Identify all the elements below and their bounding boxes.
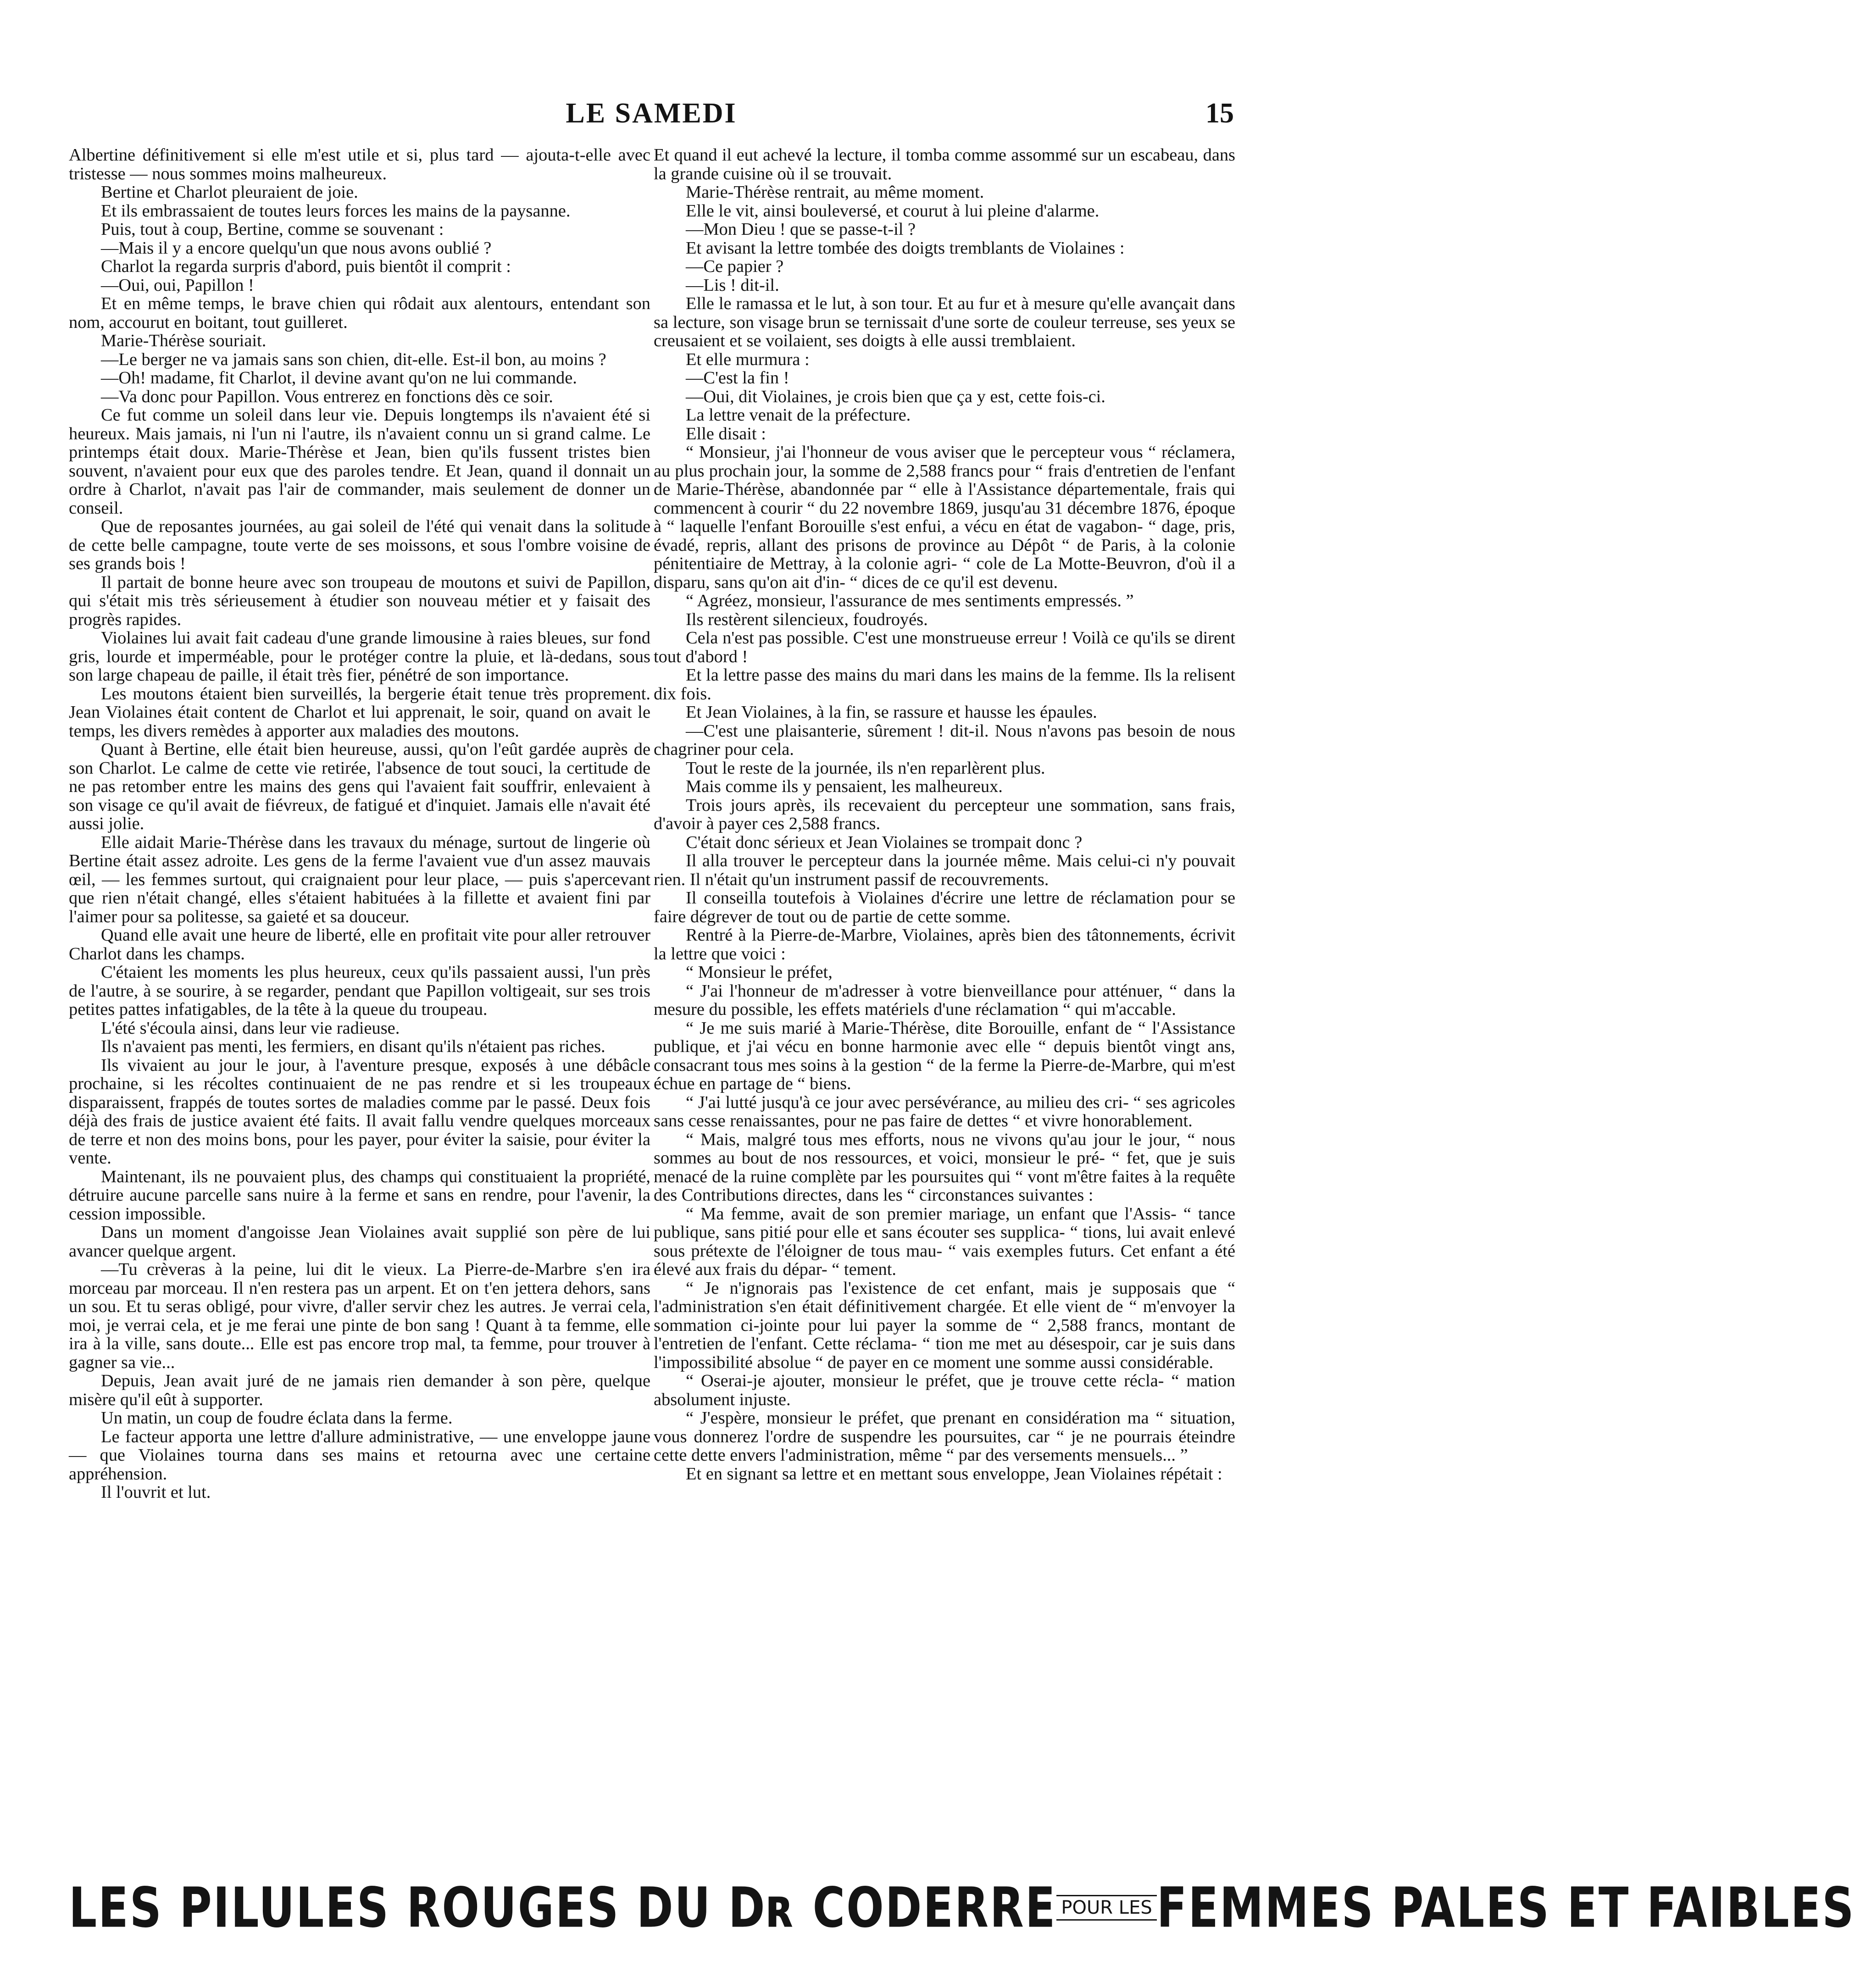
paragraph: —Le berger ne va jamais sans son chien, dit-elle. Est-il bon, au moins ? bbox=[101, 349, 606, 369]
paragraph: Elle le ramassa et le lut, à son tour. Et au fur et à mesure qu'elle avançait dans sa lecture, son visage brun se ternissait d'une sorte de couleur terreuse, ses yeux se creusaient et se voilaient, ses doigts à elle aussi tremblaient. bbox=[654, 294, 1235, 350]
paragraph: —Tu crèveras à la peine, lui dit le vieux. La Pierre-de-Marbre s'en ira morceau par morceau. Il n'en restera pas un arpent. Et on t'en jettera dehors, sans un sou. Et tu seras obligé, pour vivre, d'aller servir chez les autres. Je verrai cela, moi, je verrai cela, et je me ferai une pinte de bon sang ! Quant à ta femme, elle ira à la ville, sans doute... Elle est pas encore trop mal, ta femme, pour trouver à gagner sa vie... bbox=[69, 1260, 650, 1372]
paragraph: Un matin, un coup de foudre éclata dans la ferme. bbox=[101, 1408, 453, 1428]
paragraph: Marie-Thérèse rentrait, au même moment. bbox=[686, 183, 984, 202]
paragraph: Ils n'avaient pas menti, les fermiers, en disant qu'ils n'étaient pas riches. bbox=[101, 1037, 605, 1056]
paragraph: Puis, tout à coup, Bertine, comme se souvenant : bbox=[101, 220, 444, 239]
paragraph: Et Jean Violaines, à la fin, se rassure et hausse les épaules. bbox=[686, 703, 1097, 722]
paragraph: Rentré à la Pierre-de-Marbre, Violaines, après bien des tâtonnements, écrivit la lettre que voici : bbox=[654, 925, 1235, 964]
paragraph: Tout le reste de la journée, ils n'en reparlèrent plus. bbox=[686, 758, 1045, 778]
paragraph: “ Je me suis marié à Marie-Thérèse, dite Borouille, enfant de “ l'Assistance publique, et j'ai vécu en bonne harmonie avec elle “ depuis bientôt vingt ans, consacrant tous mes soins à la gestion “ de la ferme la Pierre-de-Marbre, qui m'est échue en partage de “ biens. bbox=[654, 1018, 1235, 1093]
paragraph: Marie-Thérèse souriait. bbox=[101, 331, 267, 350]
running-title: LE SAMEDI bbox=[566, 98, 737, 129]
right-column bbox=[654, 146, 1235, 1483]
paragraph: —Oui, oui, Papillon ! bbox=[101, 275, 254, 295]
paragraph: —Lis ! dit-il. bbox=[686, 275, 779, 295]
paragraph: L'été s'écoula ainsi, dans leur vie radieuse. bbox=[101, 1018, 400, 1038]
paragraph: Violaines lui avait fait cadeau d'une grande limousine à raies bleues, sur fond gris, lourde et imperméable, pour le protéger contre la pluie, et là-dedans, sous son large chapeau de paille, il était très fier, pénétré de son importance. bbox=[69, 628, 650, 685]
paragraph: “ Mais, malgré tous mes efforts, nous ne vivons qu'au jour le jour, “ nous sommes au bout de nos ressources, et voici, monsieur le pré- “ fet, que je suis menacé de la ruine complète par les poursuites qui “ vont m'être faites à la requête des Contributions directes, dans les “ circonstances suivantes : bbox=[654, 1130, 1235, 1205]
paragraph: —Oh! madame, fit Charlot, il devine avant qu'on ne lui commande. bbox=[101, 368, 577, 388]
paragraph: “ Je n'ignorais pas l'existence de cet enfant, mais je supposais que “ l'administration s'en était définitivement chargée. Et elle vient de “ m'envoyer la sommation ci-jointe pour lui payer la somme de “ 2,588 francs, montant de l'entretien de l'enfant. Cette réclama- “ tion me met au désespoir, car je suis dans l'impossibilité absolue “ de payer en ce moment une somme aussi considérable. bbox=[654, 1278, 1235, 1372]
paragraph: Albertine définitivement si elle m'est utile et si, plus tard — ajouta-t-elle avec tristesse — nous sommes moins malheureux. bbox=[69, 145, 650, 183]
paragraph: Et en même temps, le brave chien qui rôdait aux alentours, entendant son nom, accourut en boitant, tout guilleret. bbox=[69, 294, 650, 332]
advertisement-middle-text: POUR LES bbox=[1056, 1895, 1156, 1921]
paragraph: Il alla trouver le percepteur dans la journée même. Mais celui-ci n'y pouvait rien. Il n'était qu'un instrument passif de recouvrements. bbox=[654, 851, 1235, 889]
paragraph: “ Ma femme, avait de son premier mariage, un enfant que l'Assis- “ tance publique, sans pitié pour elle et sans écouter ses supplica- “ tions, lui avait enlevé sous prétexte de l'éloigner de tous mau- “ vais exemples futurs. Cet enfant a été élevé aux frais du dépar- “ tement. bbox=[654, 1204, 1235, 1279]
paragraph: Charlot la regarda surpris d'abord, puis bientôt il comprit : bbox=[101, 257, 511, 276]
left-column bbox=[69, 146, 650, 1502]
paragraph: Que de reposantes journées, au gai soleil de l'été qui venait dans la solitude de cette belle campagne, toute verte de ses moissons, et sous l'ombre voisine de ses grands bois ! bbox=[69, 517, 650, 573]
advertisement-left-text: LES PILULES ROUGES DU Dʀ CODERRE bbox=[69, 1876, 1057, 1940]
paragraph: Elle disait : bbox=[686, 424, 766, 443]
paragraph: Bertine et Charlot pleuraient de joie. bbox=[101, 183, 358, 202]
paragraph: Trois jours après, ils recevaient du percepteur une sommation, sans frais, d'avoir à payer ces 2,588 francs. bbox=[654, 795, 1235, 833]
paragraph: —Mais il y a encore quelqu'un que nous avons oublié ? bbox=[101, 238, 492, 258]
paragraph: Il l'ouvrit et lut. bbox=[101, 1483, 211, 1502]
paragraph: La lettre venait de la préfecture. bbox=[686, 405, 911, 425]
advertisement-right-text: FEMMES PALES ET FAIBLES bbox=[1156, 1876, 1855, 1940]
paragraph: “ J'ai l'honneur de m'adresser à votre bienveillance pour atténuer, “ dans la mesure du possible, les effets matériels d'une réclamation “ qui m'accable. bbox=[654, 981, 1235, 1019]
paragraph: Et ils embrassaient de toutes leurs forces les mains de la paysanne. bbox=[101, 201, 571, 221]
paragraph: Le facteur apporta une lettre d'allure administrative, — une enveloppe jaune — que Violaines tourna dans ses mains et retourna avec une certaine appréhension. bbox=[69, 1427, 650, 1484]
paragraph: “ J'espère, monsieur le préfet, que prenant en considération ma “ situation, vous donnerez l'ordre de suspendre les poursuites, car “ je ne pourrais éteindre cette dette envers l'administration, même “ par des versements mensuels... ” bbox=[654, 1408, 1235, 1465]
paragraph: —Va donc pour Papillon. Vous entrerez en fonctions dès ce soir. bbox=[101, 387, 553, 406]
paragraph: Dans un moment d'angoisse Jean Violaines avait supplié son père de lui avancer quelque argent. bbox=[69, 1223, 650, 1261]
paragraph: “ Monsieur, j'ai l'honneur de vous aviser que le percepteur vous “ réclamera, au plus prochain jour, la somme de 2,588 francs pour “ frais d'entretien de l'enfant de Marie-Thérèse, abandonnée par “ elle à l'Assistance départementale, frais qui commencent à courir “ du 22 novembre 1869, jusqu'au 31 décembre 1876, époque à “ laquelle l'enfant Borouille s'est enfui, a vécu en état de vagabon- “ dage, pris, évadé, repris, allant des prisons de province au Dépôt “ de Paris, à la colonie pénitentiaire de Mettray, à la colonie agri- “ cole de La Motte-Beuvron, d'où il a disparu, sans qu'on ait d'in- “ dices de ce qu'il est devenu. bbox=[654, 443, 1235, 592]
paragraph: —C'est une plaisanterie, sûrement ! dit-il. Nous n'avons pas besoin de nous chagriner pour cela. bbox=[654, 721, 1235, 759]
paragraph: “ Agréez, monsieur, l'assurance de mes sentiments empressés. ” bbox=[686, 591, 1134, 610]
paragraph: Elle aidait Marie-Thérèse dans les travaux du ménage, surtout de lingerie où Bertine était assez adroite. Les gens de la ferme l'avaient vue d'un assez mauvais œil, — les femmes surtout, qui craignaient pour leur place, — puis s'apercevant que rien n'était changé, elles s'étaient habituées à la fillette et avaient fini par l'aimer pour sa politesse, sa gaieté et sa douceur. bbox=[69, 832, 650, 926]
paragraph: Cela n'est pas possible. C'est une monstrueuse erreur ! Voilà ce qu'ils se dirent tout d'abord ! bbox=[654, 628, 1235, 666]
paragraph: “ Monsieur le préfet, bbox=[686, 963, 833, 982]
paragraph: Et en signant sa lettre et en mettant sous enveloppe, Jean Violaines répétait : bbox=[686, 1464, 1222, 1484]
paragraph: —Ce papier ? bbox=[686, 257, 784, 276]
paragraph: Ce fut comme un soleil dans leur vie. Depuis longtemps ils n'avaient été si heureux. Mais jamais, ni l'un ni l'autre, ils n'avaient connu un si grand calme. Le printemps était doux. Marie-Thérèse et Jean, bien qu'ils fussent tristes bien souvent, n'avaient pour eux que des paroles tendre. Et Jean, quand il donnait un ordre à Charlot, n'avait pas l'air de commander, mais seulement de donner un conseil. bbox=[69, 405, 650, 518]
paragraph: Et la lettre passe des mains du mari dans les mains de la femme. Ils la relisent dix fois. bbox=[654, 665, 1235, 703]
paragraph: C'étaient les moments les plus heureux, ceux qu'ils passaient aussi, l'un près de l'autre, à se sourire, à se regarder, pendant que Papillon voltigeait, sur ses trois petites pattes infatigables, de la tête à la queue du troupeau. bbox=[69, 963, 650, 1019]
page-header bbox=[69, 97, 1234, 134]
paragraph: Et quand il eut achevé la lecture, il tomba comme assommé sur un escabeau, dans la grande cuisine où il se trouvait. bbox=[654, 145, 1235, 183]
paragraph: Il partait de bonne heure avec son troupeau de moutons et suivi de Papillon, qui s'était mis très sérieusement à étudier son nouveau métier et y faisait des progrès rapides. bbox=[69, 572, 650, 629]
paragraph: Et avisant la lettre tombée des doigts tremblants de Violaines : bbox=[686, 238, 1125, 258]
paragraph: “ J'ai lutté jusqu'à ce jour avec persévérance, au milieu des cri- “ ses agricoles sans cesse renaissantes, pour ne pas faire de dettes “ et vivre honorablement. bbox=[654, 1092, 1235, 1130]
paragraph: Il conseilla toutefois à Violaines d'écrire une lettre de réclamation pour se faire dégrever de tout ou de partie de cette somme. bbox=[654, 888, 1235, 926]
paragraph: Depuis, Jean avait juré de ne jamais rien demander à son père, quelque misère qu'il eût à supporter. bbox=[69, 1371, 650, 1409]
paragraph: Quand elle avait une heure de liberté, elle en profitait vite pour aller retrouver Charlot dans les champs. bbox=[69, 925, 650, 964]
paragraph: —Mon Dieu ! que se passe-t-il ? bbox=[686, 220, 916, 239]
paragraph: Mais comme ils y pensaient, les malheureux. bbox=[686, 777, 1003, 796]
paragraph: Les moutons étaient bien surveillés, la bergerie était tenue très proprement. Jean Violaines était content de Charlot et lui apprenait, le soir, quand on avait le temps, les divers remèdes à apporter aux maladies des moutons. bbox=[69, 684, 650, 741]
paragraph: C'était donc sérieux et Jean Violaines se trompait donc ? bbox=[686, 832, 1083, 852]
paragraph: —Oui, dit Violaines, je crois bien que ça y est, cette fois-ci. bbox=[686, 387, 1105, 406]
paragraph: Maintenant, ils ne pouvaient plus, des champs qui constituaient la propriété, détruire aucune parcelle sans nuire à la ferme et sans en rendre, pour l'avenir, la cession impossible. bbox=[69, 1167, 650, 1224]
paragraph: —C'est la fin ! bbox=[686, 368, 789, 388]
page-number: 15 bbox=[1205, 98, 1234, 129]
paragraph: Ils vivaient au jour le jour, à l'aventure presque, exposés à une débâcle prochaine, si les récoltes continuaient de ne pas rendre et si les troupeaux disparaissent, frappés de toutes sortes de maladies comme par le passé. Deux fois déjà des frais de justice avaient été faits. Il avait fallu vendre quelques morceaux de terre et non des moins bons, pour les payer, pour éviter la saisie, pour éviter la vente. bbox=[69, 1055, 650, 1168]
paragraph: Et elle murmura : bbox=[686, 349, 810, 369]
advertisement-banner bbox=[69, 1876, 1855, 1940]
paragraph: Ils restèrent silencieux, foudroyés. bbox=[686, 609, 928, 629]
paragraph: Elle le vit, ainsi bouleversé, et courut à lui pleine d'alarme. bbox=[686, 201, 1100, 221]
paragraph: “ Oserai-je ajouter, monsieur le préfet, que je trouve cette récla- “ mation absolument injuste. bbox=[654, 1371, 1235, 1409]
paragraph: Quant à Bertine, elle était bien heureuse, aussi, qu'on l'eût gardée auprès de son Charlot. Le calme de cette vie retirée, l'absence de tout souci, la certitude de ne pas retomber entre les mains des gens qui l'avaient fait souffrir, enlevaient à son visage ce qu'il avait de fiévreux, de fatigué et d'inquiet. Jamais elle n'avait été aussi jolie. bbox=[69, 740, 650, 833]
